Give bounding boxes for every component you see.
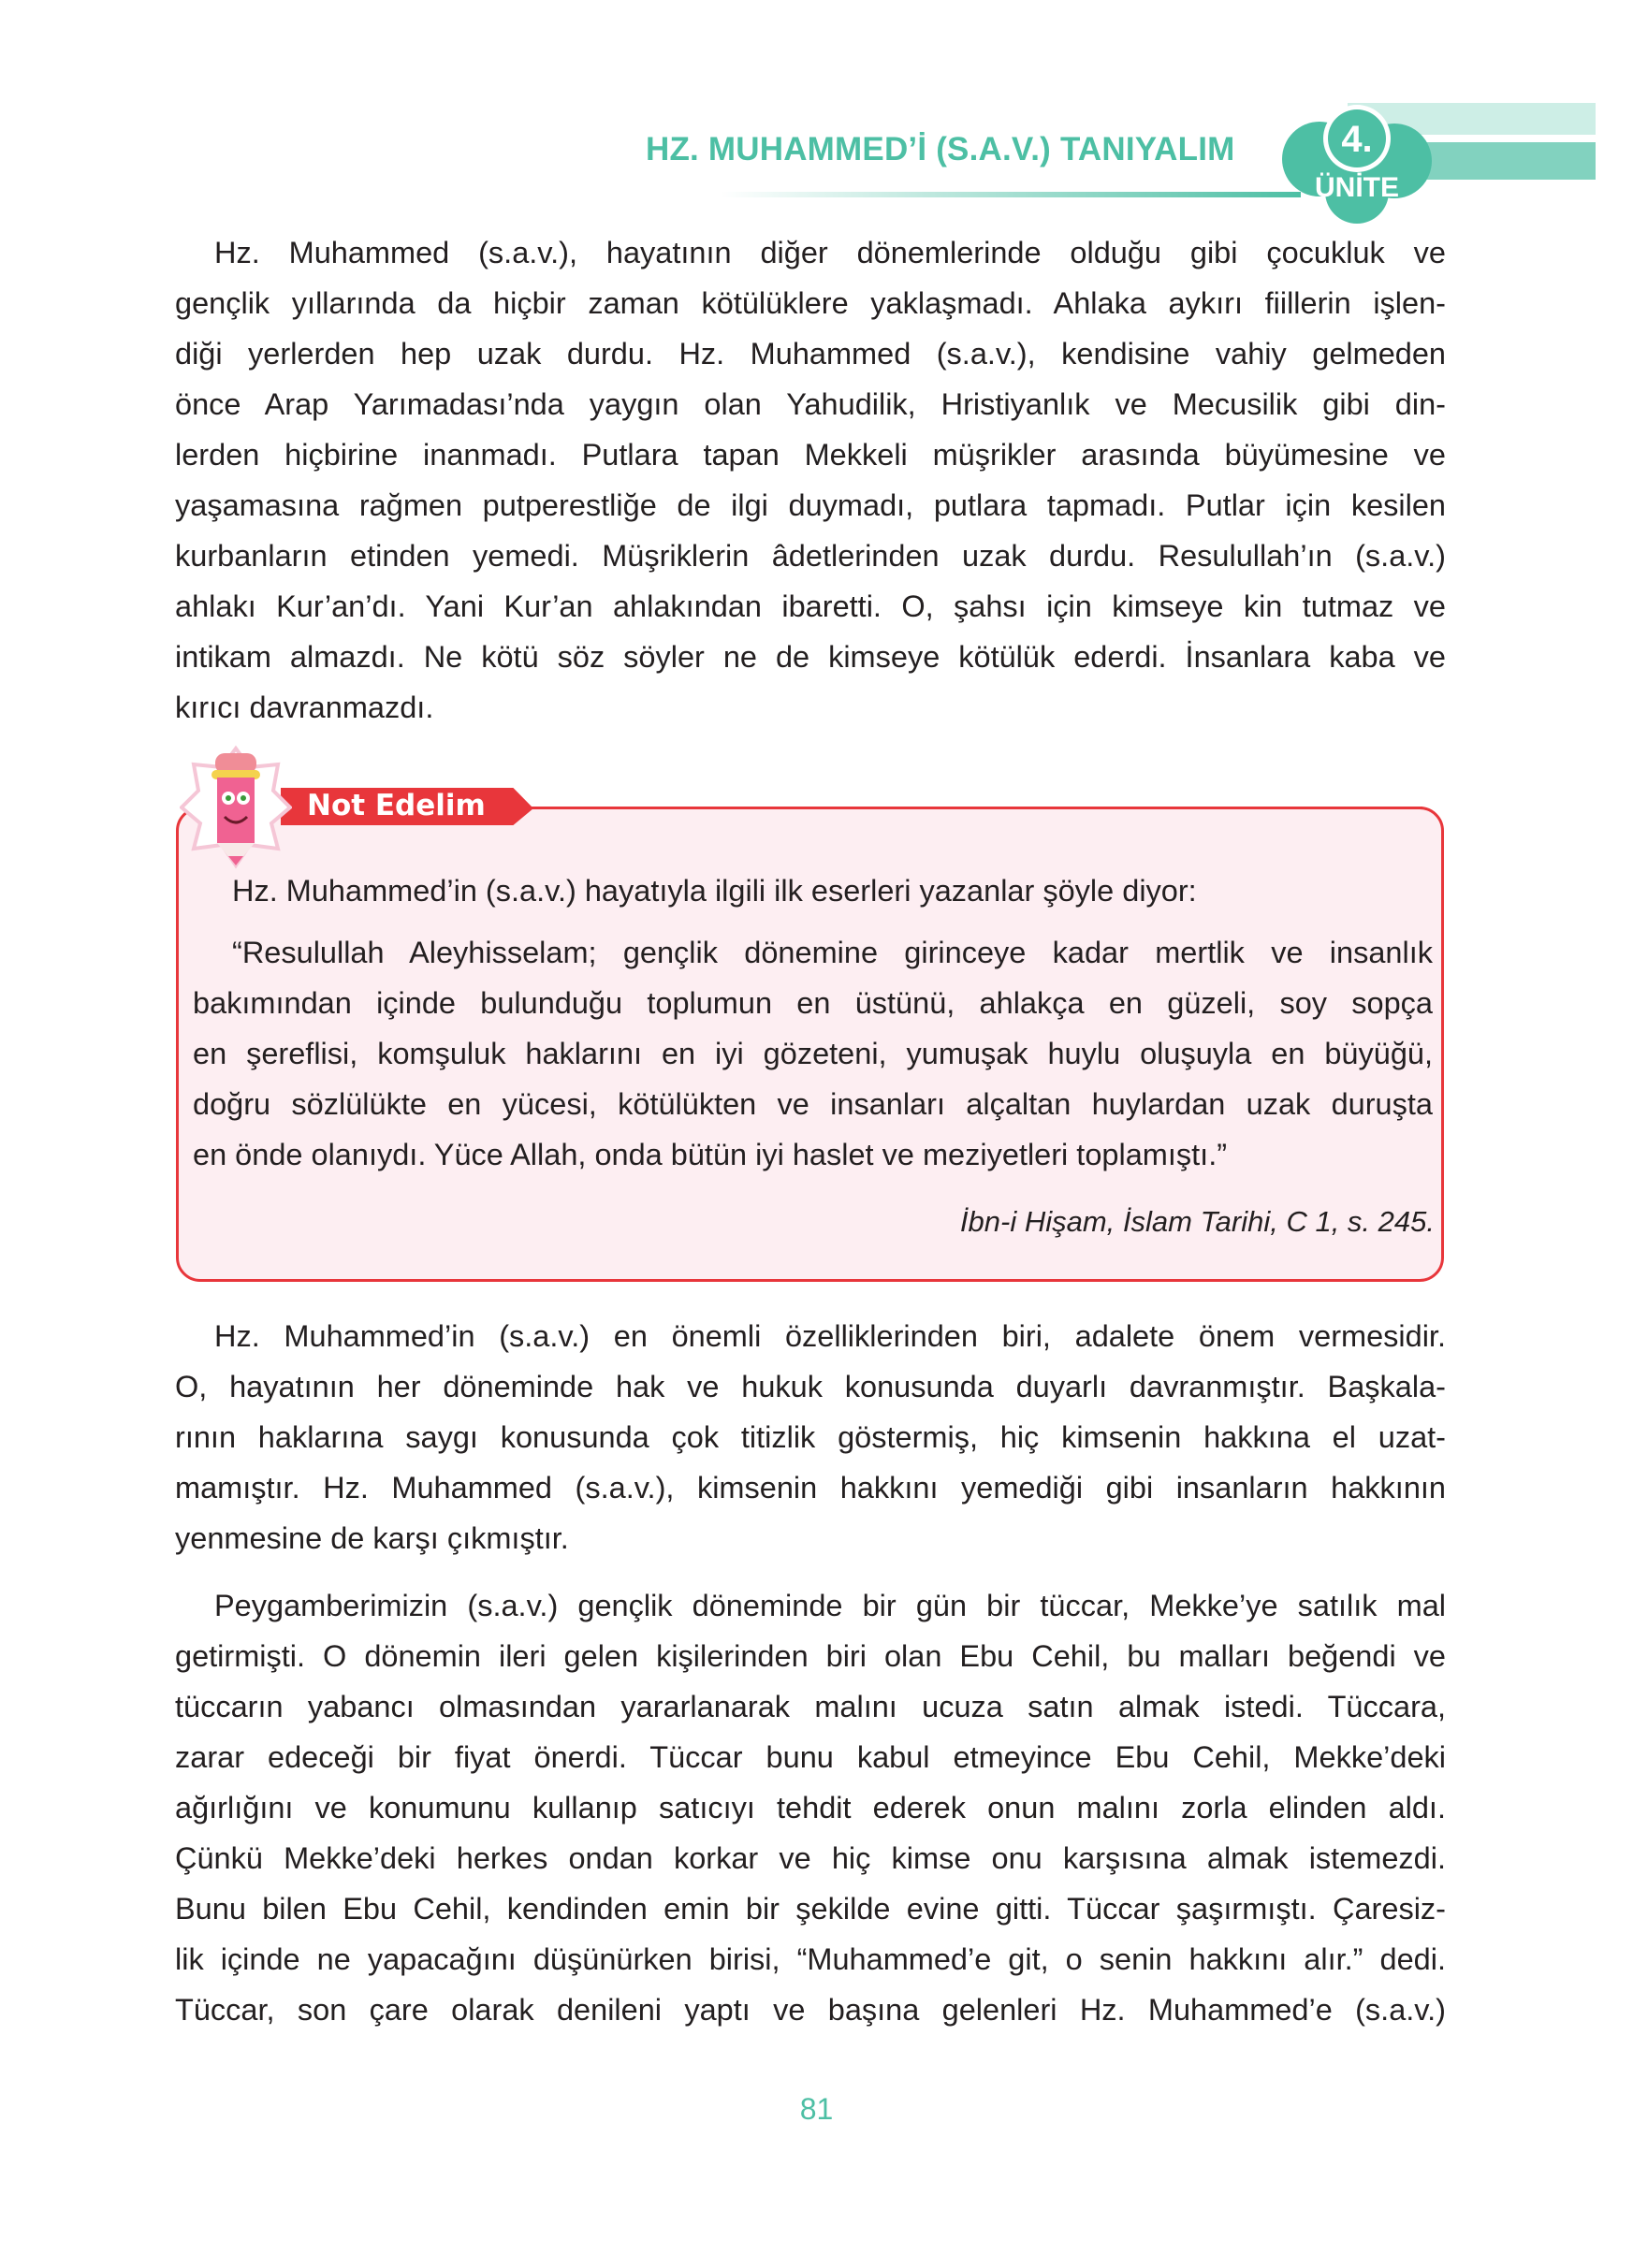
- text-line: ahlakı Kur’an’dı. Yani Kur’an ahlakından ibaretti. O, şahsı için kimseye kin tutmaz ve: [175, 589, 1446, 623]
- text-line: “Resulullah Aleyhisselam; gençlik dönemine girinceye kadar mertlik ve insanlık: [232, 936, 1433, 969]
- text-line: yenmesine de karşı çıkmıştır.: [175, 1521, 569, 1555]
- text-line: kurbanların etinden yemedi. Müşriklerin âdetlerinden uzak durdu. Resulullah’ın (s.a.v.): [175, 539, 1446, 573]
- text-line: ağırlığını ve konumunu kullanıp satıcıyı tehdit ederek onun malını zorla elinden aldı.: [175, 1791, 1446, 1825]
- paragraph-1: [175, 227, 1446, 733]
- text-line: rının haklarına saygı konusunda çok titizlik göstermiş, hiç kimsenin hakkına el uzat-: [175, 1420, 1446, 1454]
- text-line: önce Arap Yarımadası’nda yaygın olan Yahudilik, Hristiyanlık ve Mecusilik gibi din-: [175, 387, 1446, 421]
- pencil-mascot-icon: [180, 744, 292, 870]
- paragraph-2: [175, 1311, 1446, 1563]
- text-line: Tüccar, son çare olarak denileni yaptı ve başına gelenleri Hz. Muhammed’e (s.a.v.): [175, 1993, 1446, 2027]
- text-line: kırıcı davranmazdı.: [175, 691, 434, 724]
- text-line: mamıştır. Hz. Muhammed (s.a.v.), kimsenin hakkını yemediği gibi insanların hakkının: [175, 1471, 1446, 1505]
- text-line: Peygamberimizin (s.a.v.) gençlik döneminde bir gün bir tüccar, Mekke’ye satılık mal: [214, 1589, 1446, 1622]
- chapter-title: HZ. MUHAMMED’İ (S.A.V.) TANIYALIM: [646, 131, 1235, 167]
- text-line: intikam almazdı. Ne kötü söz söyler ne de kimseye kötülük ederdi. İnsanlara kaba ve: [175, 640, 1446, 674]
- text-line: Bunu bilen Ebu Cehil, kendinden emin bir şekilde evine gitti. Tüccar şaşırmıştı. Çaresiz-: [175, 1892, 1446, 1926]
- svg-text:ÜNİTE: ÜNİTE: [1315, 172, 1399, 203]
- text-line: Hz. Muhammed’in (s.a.v.) en önemli özelliklerinden biri, adalete önem vermesidir.: [214, 1319, 1446, 1353]
- page-number: 81: [799, 2092, 834, 2126]
- text-line: en önde olanıydı. Yüce Allah, onda bütün iyi haslet ve meziyetleri toplamıştı.”: [193, 1138, 1228, 1171]
- paragraph-3: [175, 1580, 1446, 2035]
- text-line: tüccarın yabancı olmasından yararlanarak malını ucuza satın almak istedi. Tüccara,: [175, 1690, 1446, 1723]
- text-line: bakımından içinde bulunduğu toplumun en üstünü, ahlakça en güzeli, soy sopça: [193, 986, 1433, 1020]
- text-line: zarar edeceği bir fiyat önerdi. Tüccar bunu kabul etmeyince Ebu Cehil, Mekke’deki: [175, 1740, 1446, 1774]
- text-line: getirmişti. O dönemin ileri gelen kişilerinden biri olan Ebu Cehil, bu malları beğendi ve: [175, 1639, 1446, 1673]
- text-line: lik içinde ne yapacağını düşünürken birisi, “Muhammed’e git, o senin hakkını alır.” dedi.: [175, 1942, 1446, 1976]
- unit-badge-icon: [1277, 103, 1436, 225]
- note-content: [193, 865, 1433, 1180]
- note-source: İbn-i Hişam, İslam Tarihi, C 1, s. 245.: [959, 1205, 1435, 1238]
- text-line: en şereflisi, komşuluk haklarını en iyi gözeteni, yumuşak huylu oluşuyla en büyüğü,: [193, 1037, 1433, 1070]
- text-line: Çünkü Mekke’deki herkes ondan korkar ve hiç kimse onu karşısına almak istemezdi.: [175, 1841, 1446, 1875]
- note-tab-line: [524, 807, 1422, 809]
- header-underline: [721, 192, 1301, 197]
- note-label: Not Edelim: [307, 789, 486, 822]
- text-line: yaşamasına rağmen putperestliğe de ilgi duymadı, putlara tapmadı. Putlar için kesilen: [175, 488, 1446, 522]
- text-line: Hz. Muhammed (s.a.v.), hayatının diğer dönemlerinde olduğu gibi çocukluk ve: [214, 236, 1446, 269]
- text-line: lerden hiçbirine inanmadı. Putlara tapan Mekkeli müşrikler arasında büyümesine ve: [175, 438, 1446, 472]
- note-intro: Hz. Muhammed’in (s.a.v.) hayatıyla ilgili ilk eserleri yazanlar şöyle diyor:: [232, 874, 1197, 908]
- svg-text:4.: 4.: [1341, 119, 1373, 160]
- text-line: diği yerlerden hep uzak durdu. Hz. Muhammed (s.a.v.), kendisine vahiy gelmeden: [175, 337, 1446, 371]
- text-line: gençlik yıllarında da hiçbir zaman kötülüklere yaklaşmadı. Ahlaka aykırı fiillerin işlen-: [175, 286, 1446, 320]
- text-line: O, hayatının her döneminde hak ve hukuk konusunda duyarlı davranmıştır. Başkala-: [175, 1370, 1446, 1403]
- text-line: doğru sözlülükte en yücesi, kötülükten ve insanları alçaltan huylardan uzak duruşta: [193, 1087, 1433, 1121]
